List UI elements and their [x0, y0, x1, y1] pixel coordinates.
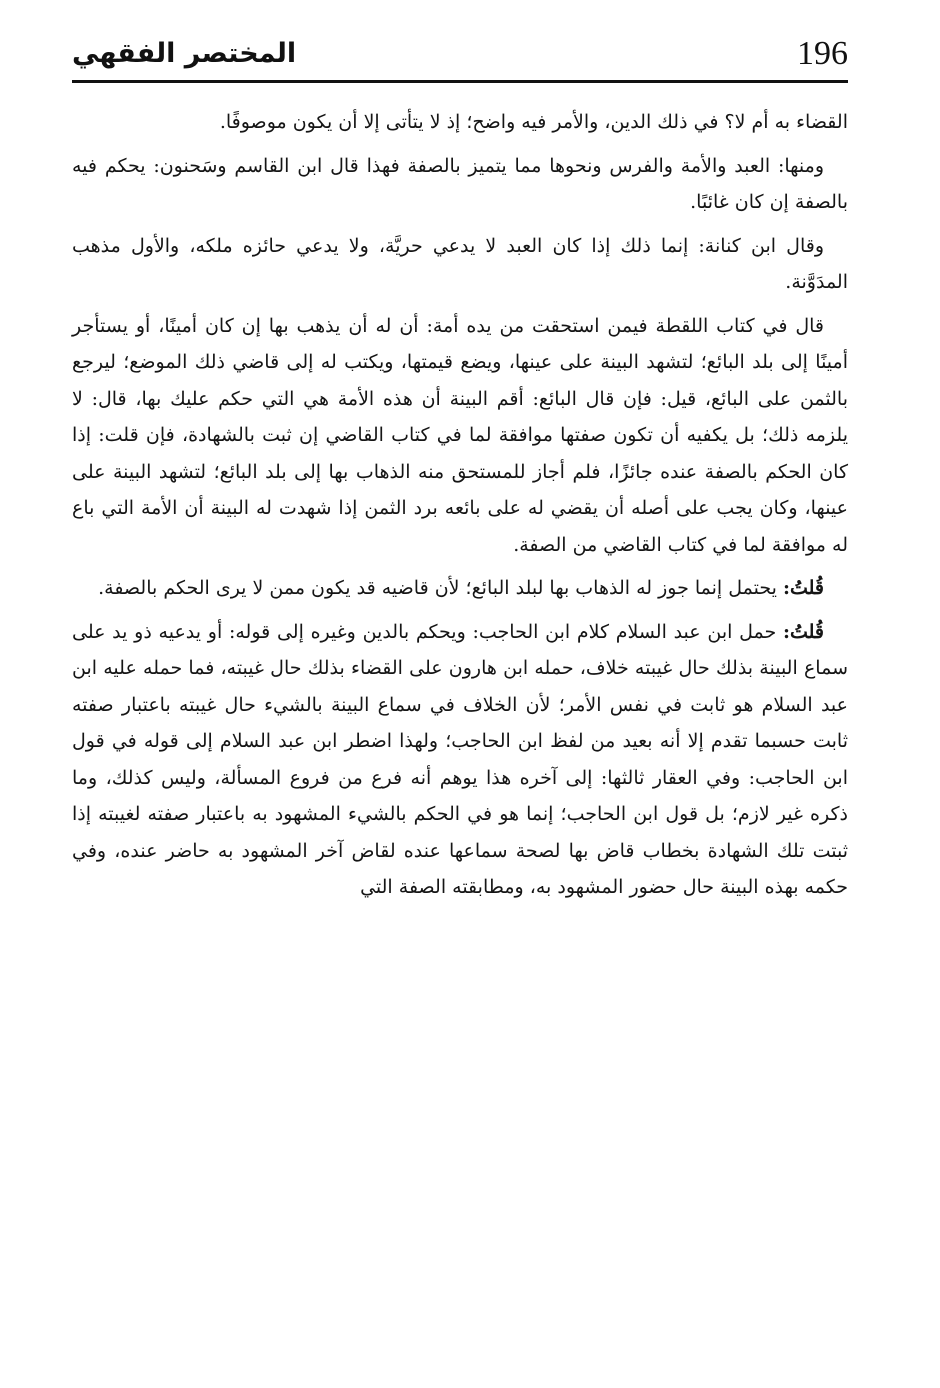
paragraph-6 [72, 614, 848, 906]
paragraph-5 [72, 570, 848, 607]
paragraph-label: قُلتُ: [782, 577, 824, 599]
paragraph-label: قُلتُ: [782, 620, 824, 643]
paragraph-2 [72, 148, 848, 221]
page-header [72, 30, 848, 78]
paragraph-4 [72, 308, 848, 564]
paragraph-text: قال في كتاب اللقطة فيمن استحقت من يده أمة: أن له أن يذهب بها إن كان أمينًا، أو يستأجر أمينًا إلى بلد البائع؛ لتشهد البينة على عينها، ويضع قيمتها، ويكتب له إلى قاضي ذلك الموضع؛ ليرجع بالثمن على البائع، قيل: فإن قال البائع: أقم البينة أن هذه الأمة هي التي حكم عليك بها، قال: لا يلزمه ذلك؛ بل يكفيه أن تكون صفتها موافقة لما في كتاب القاضي إن ثبت بالشهادة، فإن قلت: إذا كان الحكم بالصفة عنده جائزًا، فلم أجاز للمستحق منه الذهاب بها إلى بلد البائع؛ لتشهد البينة على عينها، وكان يجب على أصله أن يقضي له على بائعه برد الثمن إذا شهدت له البينة أن الأمة التي باع له موافقة لما في كتاب القاضي من الصفة. [72, 314, 848, 556]
paragraph-3 [72, 228, 848, 301]
paragraph-text: وقال ابن كنانة: إنما ذلك إذا كان العبد لا يدعي حريَّة، ولا يدعي حائزه ملكه، والأول مذهب المدَوَّنة. [72, 234, 848, 293]
running-title: المختصر الفقهي [72, 38, 297, 69]
paragraph-text: القضاء به أم لا؟ في ذلك الدين، والأمر فيه واضح؛ إذ لا يتأتى إلا أن يكون موصوفًا. [219, 111, 848, 133]
header-rule [72, 80, 848, 83]
page-number: 196 [797, 35, 848, 72]
paragraph-1 [72, 104, 848, 141]
paragraph-text: حمل ابن عبد السلام كلام ابن الحاجب: ويحكم بالدين وغيره إلى قوله: أو يدعيه ذو يد على سماع البينة بذلك حال غيبته خلاف، حمله ابن هارون على القضاء بذلك حال غيبته، فما حمله عليه ابن عبد السلام هو ثابت في نفس الأمر؛ لأن الخلاف في سماع البينة بالشيء حال غيبته باعتبار صفته ثابت حسبما تقدم إلا أنه بعيد من لفظ ابن الحاجب؛ ولهذا اضطر ابن عبد السلام إلى قوله في قول ابن الحاجب: وفي العقار ثالثها: إلى آخره هذا يوهم أنه فرع من فروع المسألة، وليس كذلك، وما ذكره غير لازم؛ بل قول ابن الحاجب؛ إنما هو في الحكم بالشيء المشهود به باعتبار صفته لغيبته إذا ثبتت تلك الشهادة بخطاب قاض بها لصحة سماعها عنده لقاض آخر المشهود به حاضر عنده، وفي حكمه بهذه البينة حال حضور المشهود به، ومطابقته الصفة التي [72, 620, 848, 898]
paragraph-text: ومنها: العبد والأمة والفرس ونحوها مما يتميز بالصفة فهذا قال ابن القاسم وسَحنون: يحكم فيه بالصفة إن كان غائبًا. [72, 154, 848, 213]
paragraph-text: يحتمل إنما جوز له الذهاب بها لبلد البائع؛ لأن قاضيه قد يكون ممن لا يرى الحكم بالصفة. [98, 577, 783, 599]
body-text [72, 104, 848, 913]
